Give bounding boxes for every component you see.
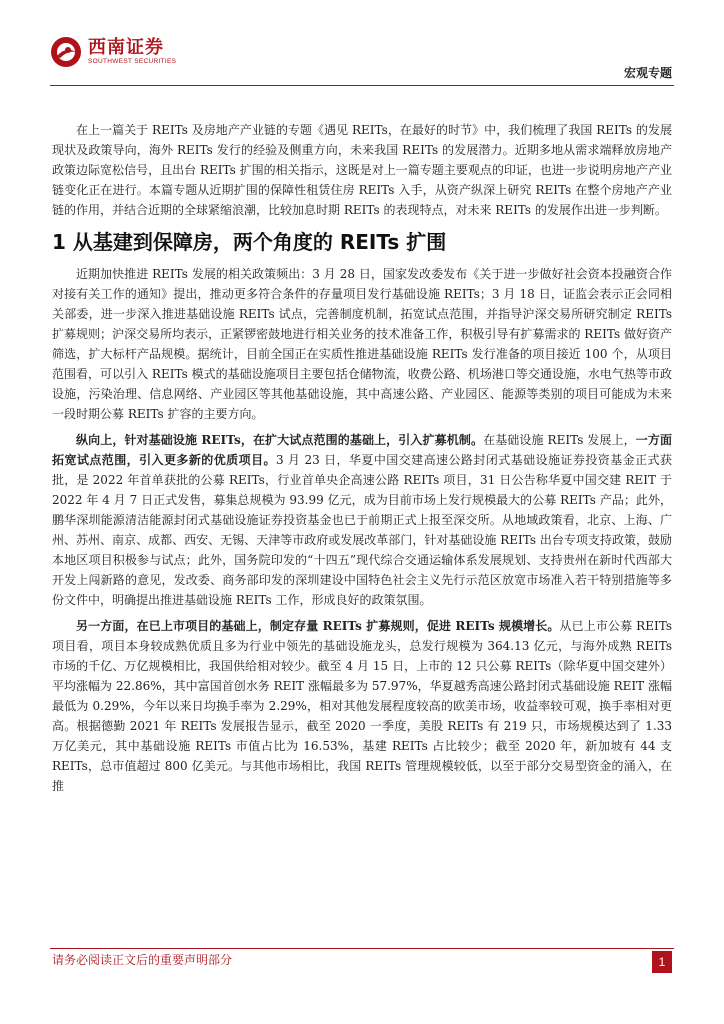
logo-name-en: SOUTHWEST SECURITIES	[88, 58, 177, 65]
body-text: 在基础设施 REITs 发展上，	[483, 433, 636, 447]
vertical-expansion-paragraph	[52, 430, 672, 610]
southwest-securities-logo-icon	[50, 36, 82, 68]
intro-paragraph: 在上一篇关于 REITs 及房地产产业链的专题《遇见 REITs，在最好的时节》中，我们梳理了我国 REITs 的发展现状及政策导向，海外 REITs 发行的经验及侧重方向，未来我国 REITs 的发展潜力。近期多地从需求端释放房地产政策边际宽松信号，且出台 REITs 扩围的相关指示，这既是对上一篇专题主要观点的印证，也进一步说明房地产产业链变化正在进行。本篇专题从近期扩围的保障性租赁住房 REITs 入手，从资产纵深上研究 REITs 在整个房地产产业链的作用，并结合近期的全球紧缩浪潮，比较加息时期 REITs 的表现特点，对未来 REITs 的发展作出进一步判断。	[52, 123, 672, 217]
document-body	[52, 120, 672, 802]
logo	[50, 36, 176, 68]
policy-paragraph: 近期加快推进 REITs 发展的相关政策频出：3 月 28 日，国家发改委发布《关于进一步做好社会资本投融资合作对接有关工作的通知》提出，推动更多符合条件的存量项目发行基础设施 REITs；3 月 18 日，证监会表示正会同相关部委，进一步深入推进基础设施 REITs 试点，完善制度机制，拓宽试点范围，并指导沪深交易所研究制定 REITs 扩募规则；沪深交易所均表示，正紧锣密鼓地进行相关业务的技术准备工作，积极引导有扩募需求的 REITs 做好资产筛选，扩大标杆产品规模。据统计，目前全国正在实质性推进基础设施 REITs 发行准备的项目接近 100 个，从项目范围看，可以引入 REITs 模式的基础设施项目主要包括仓储物流，收费公路、机场港口等交通设施，水电气热等市政设施，污染治理、信息网络、产业园区等其他基础设施，其中高速公路、产业园区、能源等类别的项目可能成为未来一段时期公募 REITs 扩容的主要方向。	[52, 267, 672, 421]
section-tag: 宏观专题	[623, 66, 672, 80]
disclaimer-note: 请务必阅读正文后的重要声明部分	[52, 953, 233, 967]
page-header	[0, 0, 724, 92]
expansion-rules-paragraph	[52, 616, 672, 796]
footer-divider	[50, 948, 674, 949]
bold-lead: 一方面拓宽试点范围，引入更多新的优质项目。	[52, 433, 672, 467]
body-text: 从已上市公募 REITs 项目看，项目本身较成熟优质且多为行业中领先的基础设施龙头，总发行规模为 364.13 亿元，与海外成熟 REITs 市场的千亿、万亿规模相比，我国供给相对较少。截至 4 月 15 日，上市的 12 只公募 REITs（除华夏中国交建外）平均涨幅为 22.86%，其中富国首创水务 REIT 涨幅最多为 57.97%，华夏越秀高速公路封闭式基础设施 REIT 涨幅最低为 0.29%，今年以来日均换手率为 2.29%，相对其他发展程度较高的欧美市场，收益率较可观，换手率相对更高。根据德勤 2021 年 REITs 发展报告显示，截至 2020 一季度，美股 REITs 有 219 只，市场规模达到了 1.33 万亿美元，其中基础设施 REITs 市值占比为 16.53%，基建 REITs 占比较少；截至 2020 年，新加坡有 44 支 REITs，总市值超过 800 亿美元。与其他市场相比，我国 REITs 管理规模较低，以至于部分交易型资金的涌入，在推	[52, 619, 673, 793]
body-text: 3 月 23 日，华夏中国交建高速公路封闭式基础设施证券投资基金正式获批，是 2022 年首单获批的公募 REITs，行业首单央企高速公路 REITs 项目，31 日公告称华夏中国交建 REIT 于 2022 年 4 月 7 日正式发售，募集总规模为 93.99 亿元，成为目前市场上发行规模最大的公募 REITs 产品；此外，鹏华深圳能源清洁能源封闭式基础设施证券投资基金也已于前期正式上报至深交所。从地域政策看，北京、上海、广州、苏州、南京、成都、西安、无锡、天津等市政府或发展改革部门，针对基础设施 REITs 出台专项支持政策，鼓励本地区项目积极参与试点；此外，国务院印发的“十四五”现代综合交通运输体系发展规划、支持贵州在新时代西部大开发上闯新路的意见，发改委、商务部印发的深圳建设中国特色社会主义先行示范区放宽市场准入若干特别措施等多份文件中，明确提出推进基础设施 REITs 工作，形成良好的政策氛围。	[52, 453, 672, 607]
bold-lead: 另一方面，在已上市项目的基础上，制定存量 REITs 扩募规则，促进 REITs 规模增长。	[76, 619, 560, 633]
section-heading: 1 从基建到保障房，两个角度的 REITs 扩围	[52, 230, 447, 254]
header-divider	[50, 85, 674, 86]
logo-name-cn: 西南证券	[88, 37, 164, 58]
bold-lead: 纵向上，针对基础设施 REITs，在扩大试点范围的基础上，引入扩募机制。	[76, 433, 484, 447]
page-number: 1	[652, 951, 672, 973]
